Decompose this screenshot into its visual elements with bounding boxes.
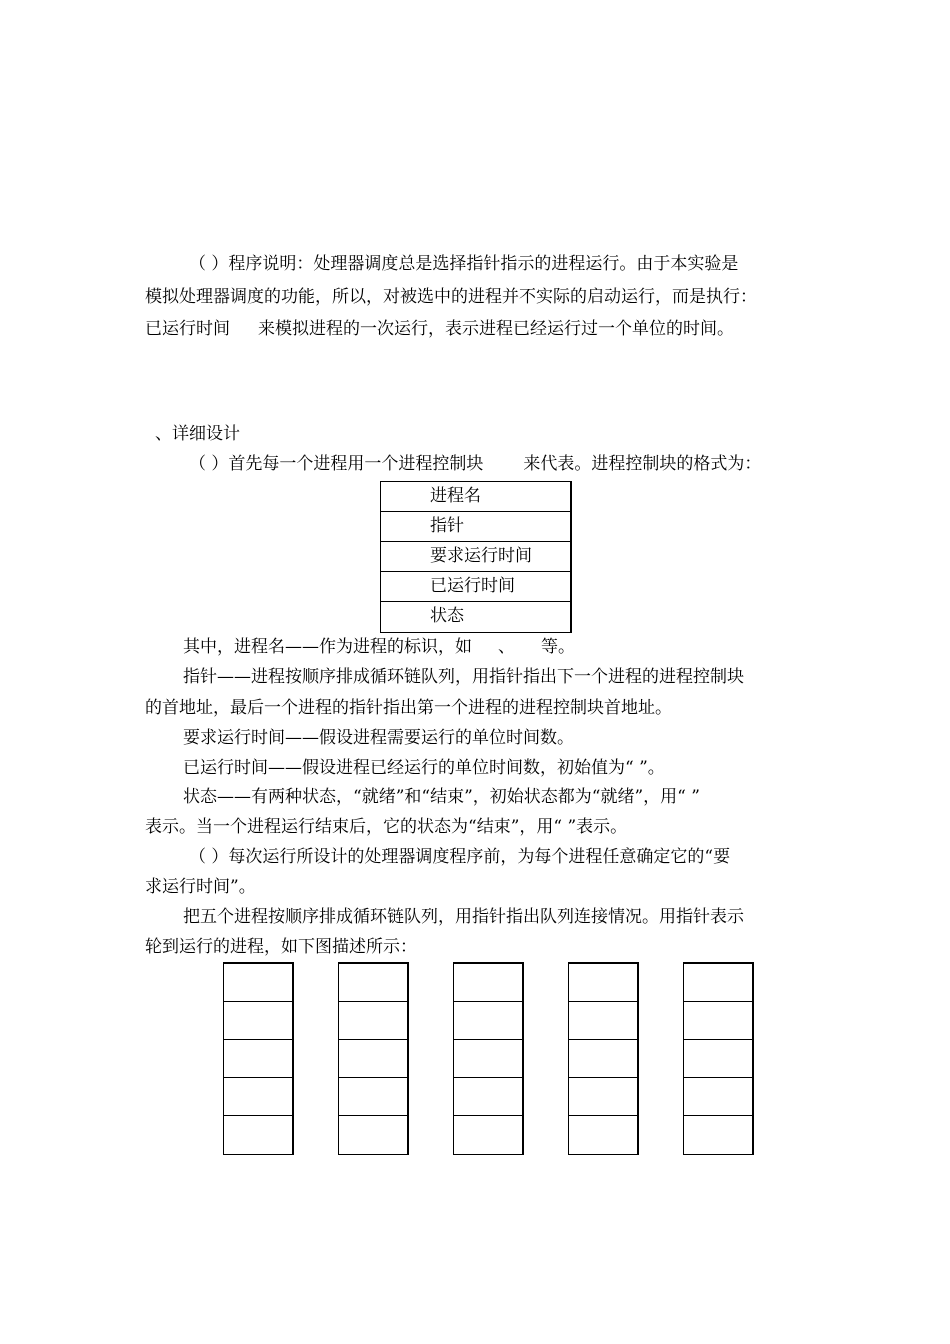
queue-cell — [224, 1116, 292, 1154]
pcb-intro-line — [189, 452, 761, 476]
queue-cell — [684, 1116, 752, 1154]
pcb-row-name — [381, 482, 570, 512]
desc-name-c: 等。 — [541, 637, 575, 657]
queue-cell — [684, 1040, 752, 1078]
pcb-field-label: 进程名 — [430, 486, 481, 506]
pcb-field-label: 已运行时间 — [430, 576, 515, 596]
simulate-text: 来模拟进程的一次运行，表示进程已经运行过一个单位的时间。 — [258, 319, 734, 339]
pcb-field-label: 要求运行时间 — [430, 546, 532, 566]
pcb-row-required-time — [381, 542, 570, 572]
queue-cell — [454, 1116, 522, 1154]
pcb-intro-b: 来代表。进程控制块的格式为： — [523, 454, 762, 474]
desc-name-b: 、 — [498, 637, 515, 657]
pcb-row-elapsed-time — [381, 572, 570, 602]
para-1-line-1: （ ）程序说明：处理器调度总是选择指针指示的进程运行。由于本实验是 — [189, 254, 739, 274]
queue-cell — [454, 964, 522, 1002]
queue-cell — [339, 1078, 407, 1116]
pcb-row-pointer — [381, 512, 570, 542]
queue-pcb-block-1 — [223, 962, 294, 1155]
queue-pcb-block-3 — [453, 962, 524, 1155]
queue-cell — [224, 1002, 292, 1040]
queue-pcb-block-2 — [338, 962, 409, 1155]
pcb-row-state — [381, 602, 570, 632]
section-heading: 、详细设计 — [155, 424, 240, 444]
pcb-field-label: 状态 — [430, 606, 464, 626]
queue-cell — [454, 1002, 522, 1040]
queue-pcb-block-4 — [568, 962, 639, 1155]
desc-name-a: 其中，进程名——作为进程的标识，如 — [183, 637, 472, 657]
queue-cell — [224, 1078, 292, 1116]
pcb-format-table — [380, 481, 572, 633]
queue-cell — [684, 1002, 752, 1040]
queue-cell — [569, 1078, 637, 1116]
queue-cell — [339, 1116, 407, 1154]
desc-elapsed-time: 已运行时间——假设进程已经运行的单位时间数，初始值为“ ”。 — [183, 758, 665, 778]
queue-cell — [224, 964, 292, 1002]
queue-cell — [454, 1078, 522, 1116]
para-3-line-1: 把五个进程按顺序排成循环链队列，用指针指出队列连接情况。用指针表示 — [183, 907, 744, 927]
queue-cell — [339, 1040, 407, 1078]
desc-state-line-1: 状态——有两种状态，“就绪”和“结束”，初始状态都为“就绪”，用“ ” — [183, 787, 700, 807]
queue-cell — [569, 1116, 637, 1154]
pcb-field-label: 指针 — [430, 516, 464, 536]
para-1-line-2: 模拟处理器调度的功能，所以，对被选中的进程并不实际的启动运行，而是执行： — [145, 287, 757, 307]
queue-cell — [339, 964, 407, 1002]
queue-cell — [339, 1002, 407, 1040]
queue-cell — [454, 1040, 522, 1078]
queue-cell — [569, 1002, 637, 1040]
queue-pcb-block-5 — [683, 962, 754, 1155]
queue-cell — [569, 1040, 637, 1078]
desc-state-line-2: 表示。当一个进程运行结束后，它的状态为“结束”，用“ ”表示。 — [145, 817, 628, 837]
desc-process-name — [183, 635, 575, 659]
desc-required-time: 要求运行时间——假设进程需要运行的单位时间数。 — [183, 728, 574, 748]
run-time-term: 已运行时间 — [145, 319, 230, 339]
queue-cell — [224, 1040, 292, 1078]
para-2-line-2: 求运行时间”。 — [145, 877, 256, 897]
queue-cell — [684, 964, 752, 1002]
para-1-line-3 — [145, 317, 734, 341]
queue-cell — [684, 1078, 752, 1116]
desc-pointer-line-2: 的首地址，最后一个进程的指针指出第一个进程的进程控制块首地址。 — [145, 698, 672, 718]
desc-pointer-line-1: 指针——进程按顺序排成循环链队列，用指针指出下一个进程的进程控制块 — [183, 667, 744, 687]
para-2-line-1: （ ）每次运行所设计的处理器调度程序前，为每个进程任意确定它的“要 — [189, 847, 731, 867]
pcb-intro-a: （ ）首先每一个进程用一个进程控制块 — [189, 454, 484, 474]
para-3-line-2: 轮到运行的进程，如下图描述所示： — [145, 937, 417, 957]
queue-cell — [569, 964, 637, 1002]
